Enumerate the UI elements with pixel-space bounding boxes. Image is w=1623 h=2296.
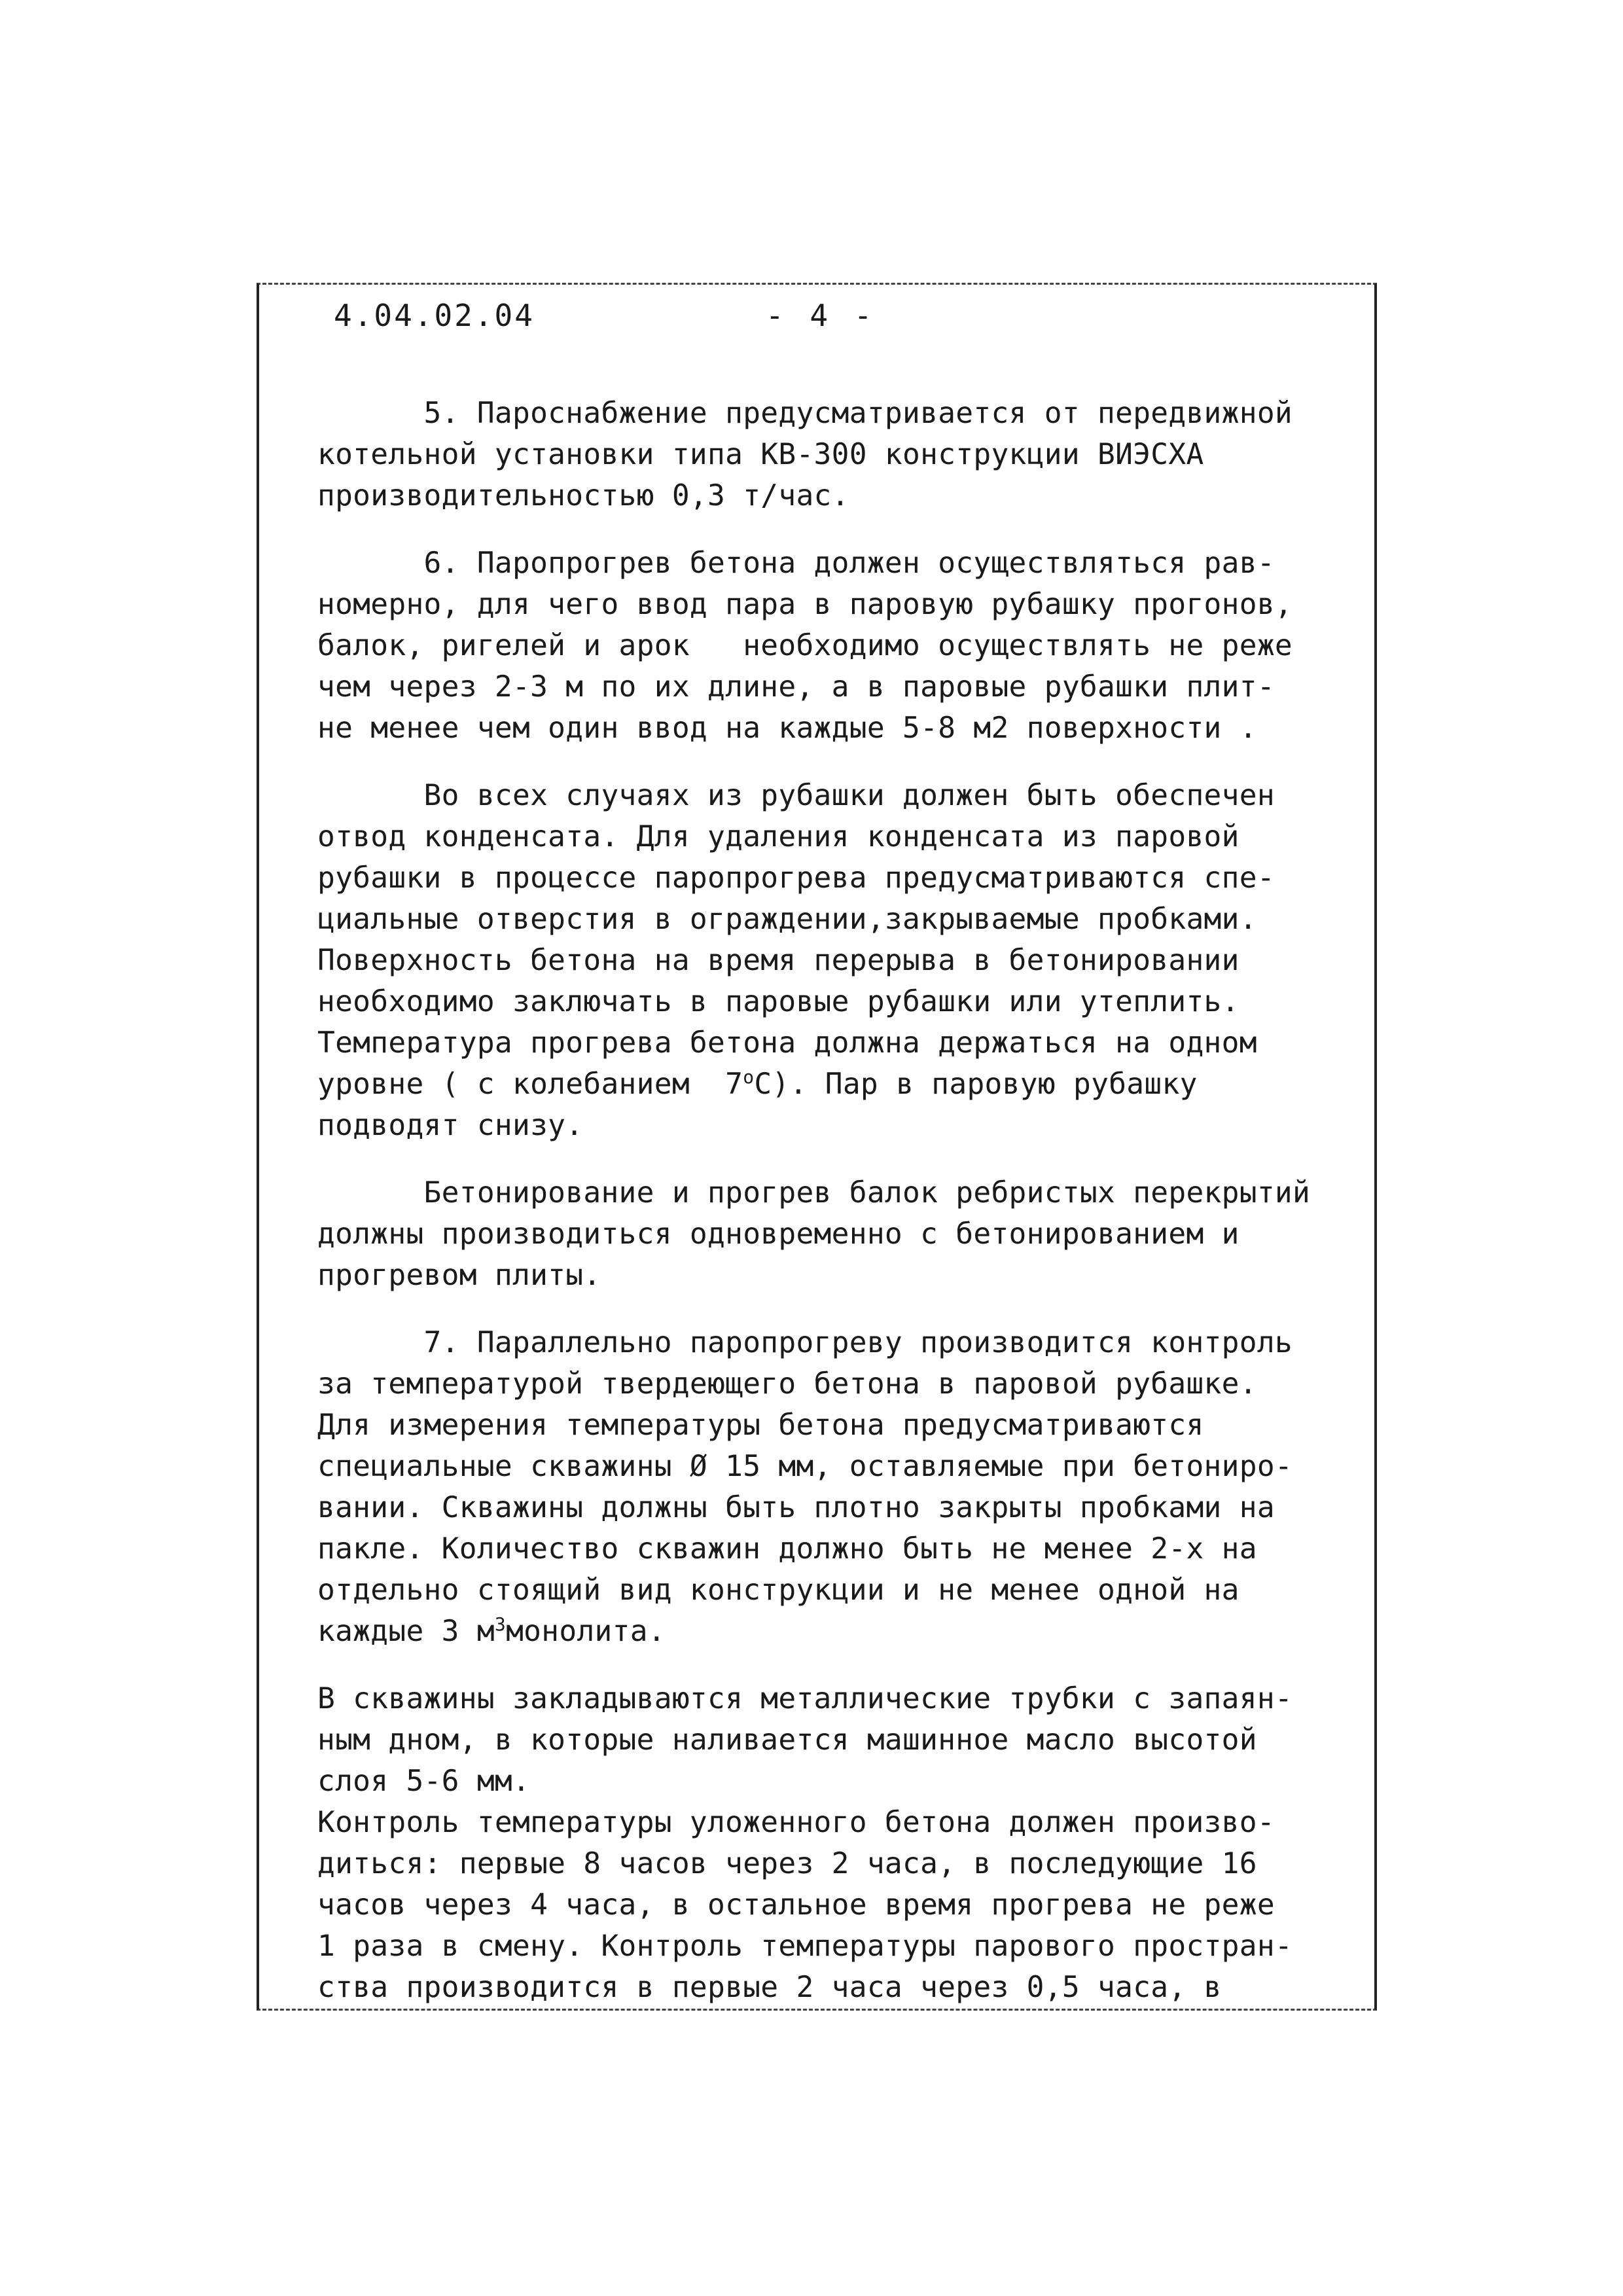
text-line: Для измерения температуры бетона предусматриваются (317, 1408, 1204, 1442)
text-line: Контроль температуры уложенного бетона должен произво- (317, 1806, 1275, 1839)
text-line: должны производиться одновременно с бетонированием и (317, 1217, 1240, 1251)
text-line: слоя 5-6 мм. (317, 1765, 531, 1798)
paragraph-6-steam-heating (317, 543, 1358, 749)
text-line: за температурой твердеющего бетона в паровой рубашке. (317, 1367, 1257, 1401)
text-fragment: уровне ( с колебанием 7 (317, 1067, 743, 1101)
text-line: прогревом плиты. (317, 1259, 601, 1292)
text-line: пакле. Количество скважин должно быть не менее 2-х на (317, 1532, 1257, 1566)
text-line: 7. Параллельно паропрогреву производится контроль (317, 1326, 1293, 1359)
text-line: отвод конденсата. Для удаления конденсата из паровой (317, 820, 1240, 853)
text-line: Поверхность бетона на время перерыва в бетонировании (317, 944, 1240, 977)
text-fragment: С). Пар в паровую рубашку (754, 1067, 1198, 1101)
text-line: специальные скважины Ø 15 мм, оставляемые при бетониро- (317, 1450, 1293, 1483)
document-code: 4.04.02.04 (334, 298, 535, 333)
paragraph-5-steam-supply (317, 393, 1358, 516)
text-line: балок, ригелей и арок необходимо осуществлять не реже (317, 629, 1293, 662)
text-line: необходимо заключать в паровые рубашки или утеплить. (317, 985, 1240, 1018)
text-line: 6. Паропрогрев бетона должен осуществляться рав- (317, 547, 1275, 580)
text-line: производительностью 0,3 т/час. (317, 479, 849, 512)
text-line: подводят снизу. (317, 1109, 584, 1142)
text-line: не менее чем один ввод на каждые 5-8 м2 поверхности . (317, 711, 1257, 745)
text-line: котельной установки типа КВ-300 конструкции ВИЭСХА (317, 438, 1204, 471)
text-line: ства производится в первые 2 часа через 0,5 часа, в (317, 1971, 1222, 2004)
text-line: часов через 4 часа, в остальное время прогрева не реже (317, 1888, 1275, 1922)
paragraph-condensate-removal (317, 775, 1358, 1146)
text-line: 1 раза в смену. Контроль температуры парового простран- (317, 1929, 1293, 1963)
text-line: 5. Пароснабжение предусматривается от передвижной (317, 397, 1293, 430)
text-line: Температура прогрева бетона должна держаться на одном (317, 1026, 1257, 1060)
paragraph-control-schedule (317, 1802, 1358, 2008)
document-body (317, 393, 1358, 2008)
text-line-volume (317, 1611, 1358, 1652)
page-header (334, 298, 1315, 350)
text-fragment: монолита. (506, 1615, 666, 1648)
text-line: циальные отверстия в ограждении,закрываемые пробками. (317, 903, 1257, 936)
text-line: рубашки в процессе паропрогрева предусматриваются спе- (317, 861, 1275, 895)
cubic-superscript: 3 (494, 1613, 507, 1636)
text-line: Бетонирование и прогрев балок ребристых перекрытий (317, 1176, 1311, 1210)
text-line: вании. Скважины должны быть плотно закрыты пробками на (317, 1491, 1275, 1524)
text-fragment: каждые 3 м (317, 1615, 495, 1648)
text-line: номерно, для чего ввод пара в паровую рубашку прогонов, (317, 588, 1293, 621)
text-line: чем через 2-3 м по их длине, а в паровые рубашки плит- (317, 670, 1275, 704)
degree-sign: о (743, 1066, 755, 1088)
text-line: ным дном, в которые наливается машинное масло высотой (317, 1723, 1257, 1757)
paragraph-metal-tubes (317, 1678, 1358, 1802)
text-line: отдельно стоящий вид конструкции и не менее одной на (317, 1573, 1240, 1607)
text-line: В скважины закладываются металлические трубки с запаян- (317, 1682, 1293, 1715)
text-line: диться: первые 8 часов через 2 часа, в последующие 16 (317, 1847, 1257, 1880)
text-line: Во всех случаях из рубашки должен быть обеспечен (317, 779, 1275, 812)
text-line-temperature (317, 1064, 1358, 1105)
page-number: - 4 - (766, 298, 876, 333)
paragraph-7-temperature-control (317, 1322, 1358, 1652)
paragraph-ribbed-slabs (317, 1172, 1358, 1296)
